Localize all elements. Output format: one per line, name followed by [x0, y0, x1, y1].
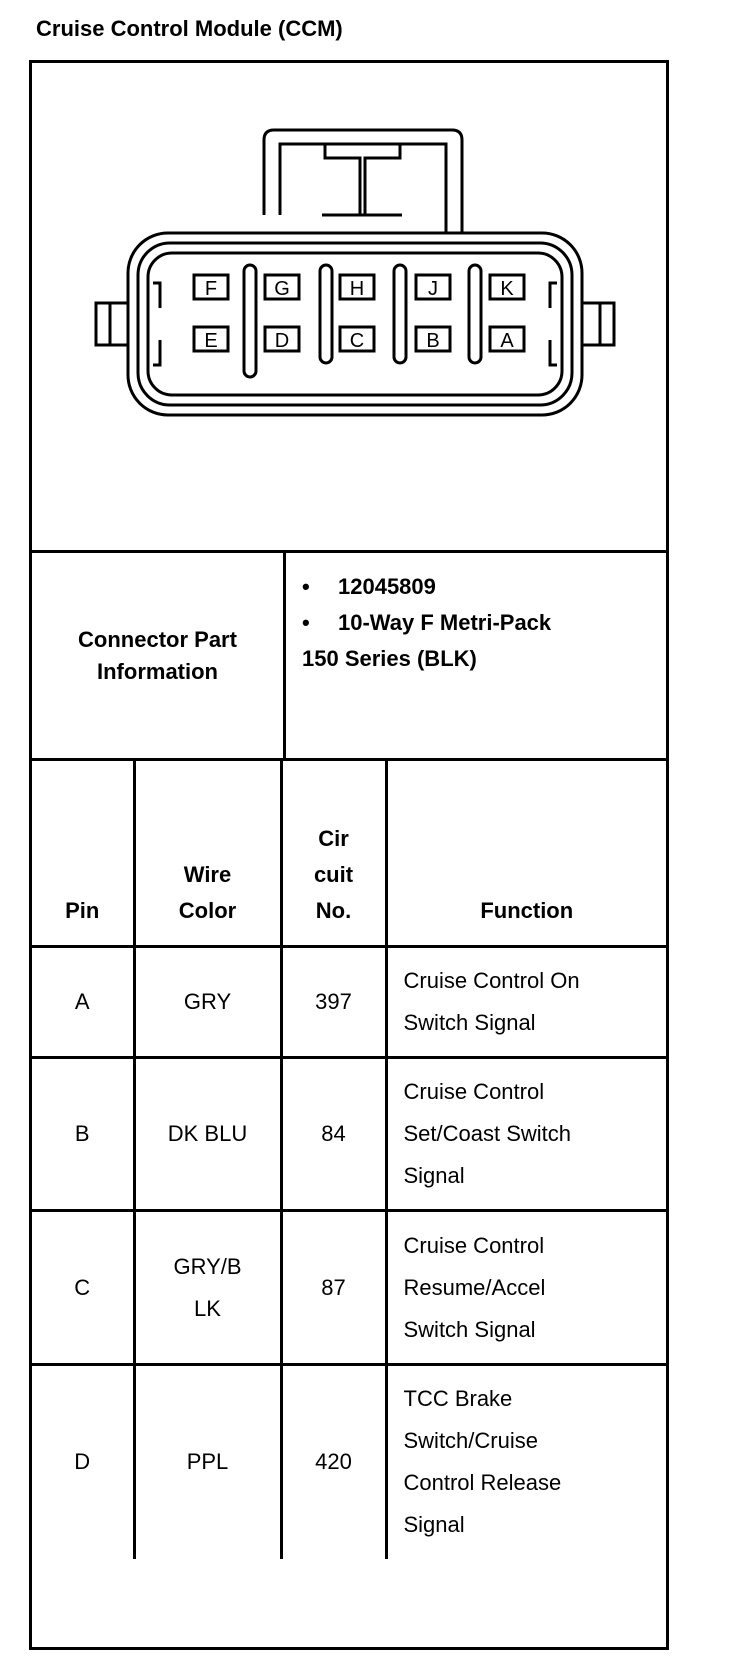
bullet-dot: •	[302, 610, 310, 635]
function-text: Cruise Control Resume/Accel Switch Signal	[403, 1232, 546, 1342]
connector-diagram	[32, 63, 666, 550]
connector-type-bullet	[302, 605, 666, 641]
pin-label-H: H	[349, 278, 365, 300]
connector-info-label	[32, 553, 286, 758]
pin-label-G: G	[274, 278, 290, 300]
pin-cell: C	[32, 1211, 134, 1365]
table-row	[32, 1365, 666, 1559]
connector-series: 150 Series (BLK)	[302, 646, 477, 671]
connector-face-svg	[32, 63, 666, 550]
circuit-cell: 84	[281, 1058, 386, 1211]
connector-type: 10-Way F Metri-Pack	[338, 610, 552, 635]
table-row	[32, 947, 666, 1058]
wire-color-cell	[134, 1365, 281, 1559]
connector-info-section	[32, 550, 666, 758]
header-wire-color-text: Wire Color	[178, 862, 237, 923]
wire-color-cell	[134, 1058, 281, 1211]
pin-label-A: A	[500, 330, 514, 352]
pin-cell: B	[32, 1058, 134, 1211]
function-text: Cruise Control Set/Coast Switch Signal	[403, 1079, 572, 1188]
wire-color-text: GRY/B LK	[173, 1253, 242, 1321]
wire-color-text: DK BLU	[167, 1121, 248, 1146]
pinout-table	[32, 758, 666, 1559]
pin-label-K: K	[500, 278, 514, 300]
table-row	[32, 1058, 666, 1211]
wire-color-cell	[134, 947, 281, 1058]
pin-label-D: D	[274, 330, 290, 352]
circuit-cell: 397	[281, 947, 386, 1058]
pin-label-C: C	[349, 330, 365, 352]
function-text: TCC Brake Switch/Cruise Control Release Signal	[403, 1386, 562, 1538]
pin-cell: D	[32, 1365, 134, 1559]
header-circuit-no-text: Cir cuit No.	[313, 826, 354, 923]
pin-label-E: E	[204, 330, 218, 352]
circuit-cell: 420	[281, 1365, 386, 1559]
pin-label-F: F	[204, 278, 218, 300]
pin-label-B: B	[426, 330, 440, 352]
bullet-dot: •	[302, 574, 310, 599]
connector-info-value	[286, 553, 666, 758]
table-header-row	[32, 760, 666, 947]
header-circuit-no	[281, 760, 386, 947]
function-cell	[386, 1058, 666, 1211]
page-title: Cruise Control Module (CCM)	[36, 16, 343, 41]
wire-color-text: PPL	[186, 1449, 229, 1475]
header-function: Function	[386, 760, 666, 947]
wire-color-cell	[134, 1211, 281, 1365]
function-cell	[386, 1211, 666, 1365]
header-wire-color	[134, 760, 281, 947]
part-number-bullet	[302, 569, 666, 605]
circuit-cell: 87	[281, 1211, 386, 1365]
header-pin: Pin	[32, 760, 134, 947]
function-cell	[386, 1365, 666, 1559]
function-text: Cruise Control On Switch Signal	[403, 968, 580, 1035]
part-number: 12045809	[338, 574, 436, 599]
connector-frame	[29, 60, 669, 1650]
connector-info-label-text: Connector Part Information	[78, 626, 237, 684]
pin-cell: A	[32, 947, 134, 1058]
wire-color-text: GRY	[183, 989, 232, 1014]
table-row	[32, 1211, 666, 1365]
pin-label-J: J	[428, 278, 438, 300]
function-cell	[386, 947, 666, 1058]
